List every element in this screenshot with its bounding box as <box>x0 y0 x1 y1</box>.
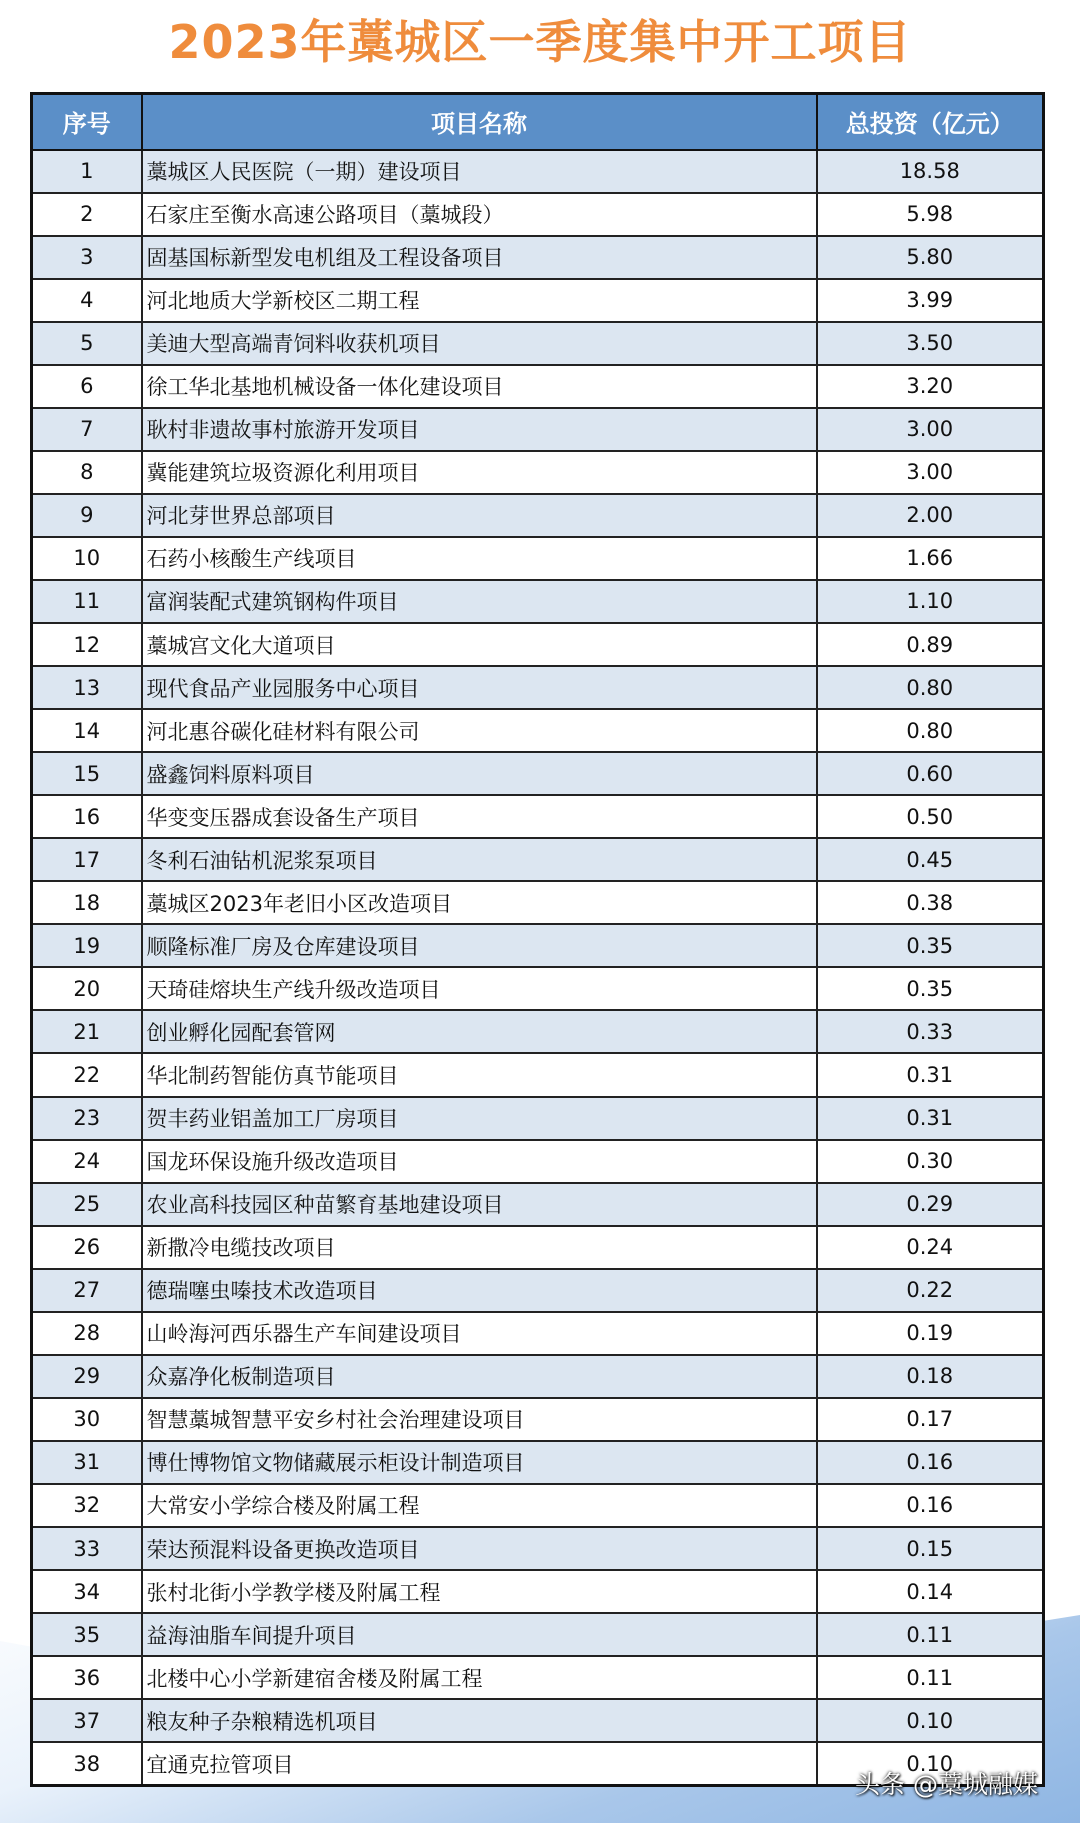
row-index: 36 <box>32 1656 142 1699</box>
project-name: 石家庄至衡水高速公路项目（藁城段） <box>142 193 817 236</box>
row-index: 4 <box>32 279 142 322</box>
investment-value: 0.60 <box>817 752 1044 795</box>
project-name: 河北地质大学新校区二期工程 <box>142 279 817 322</box>
table-row <box>32 1010 1044 1053</box>
row-index: 3 <box>32 236 142 279</box>
project-name: 徐工华北基地机械设备一体化建设项目 <box>142 365 817 408</box>
row-index: 2 <box>32 193 142 236</box>
project-name: 益海油脂车间提升项目 <box>142 1613 817 1656</box>
investment-value: 0.18 <box>817 1355 1044 1398</box>
investment-value: 0.11 <box>817 1613 1044 1656</box>
header-investment: 总投资（亿元） <box>817 94 1044 150</box>
table-row <box>32 881 1044 924</box>
project-name: 固基国标新型发电机组及工程设备项目 <box>142 236 817 279</box>
table-row <box>32 1269 1044 1312</box>
project-name: 贺丰药业铝盖加工厂房项目 <box>142 1097 817 1140</box>
project-name: 宜通克拉管项目 <box>142 1742 817 1785</box>
investment-value: 3.00 <box>817 408 1044 451</box>
project-name: 冀能建筑垃圾资源化利用项目 <box>142 451 817 494</box>
investment-value: 3.50 <box>817 322 1044 365</box>
row-index: 9 <box>32 494 142 537</box>
row-index: 14 <box>32 709 142 752</box>
row-index: 33 <box>32 1527 142 1570</box>
table-row <box>32 1140 1044 1183</box>
investment-value: 0.35 <box>817 924 1044 967</box>
row-index: 7 <box>32 408 142 451</box>
investment-value: 0.89 <box>817 623 1044 666</box>
project-name: 智慧藁城智慧平安乡村社会治理建设项目 <box>142 1398 817 1441</box>
table-row <box>32 623 1044 666</box>
row-index: 30 <box>32 1398 142 1441</box>
project-name: 北楼中心小学新建宿舍楼及附属工程 <box>142 1656 817 1699</box>
table-row <box>32 1613 1044 1656</box>
investment-value: 0.29 <box>817 1183 1044 1226</box>
investment-value: 2.00 <box>817 494 1044 537</box>
investment-value: 0.16 <box>817 1441 1044 1484</box>
table-row <box>32 1226 1044 1269</box>
investment-value: 0.45 <box>817 838 1044 881</box>
project-name: 现代食品产业园服务中心项目 <box>142 666 817 709</box>
row-index: 5 <box>32 322 142 365</box>
project-name: 华北制药智能仿真节能项目 <box>142 1053 817 1096</box>
investment-value: 0.11 <box>817 1656 1044 1699</box>
table-row <box>32 365 1044 408</box>
table-row <box>32 924 1044 967</box>
table-row <box>32 537 1044 580</box>
row-index: 11 <box>32 580 142 623</box>
investment-value: 0.10 <box>817 1742 1044 1785</box>
investment-value: 0.33 <box>817 1010 1044 1053</box>
investment-value: 0.16 <box>817 1484 1044 1527</box>
table-row <box>32 1699 1044 1742</box>
table-row <box>32 322 1044 365</box>
project-name: 国龙环保设施升级改造项目 <box>142 1140 817 1183</box>
row-index: 27 <box>32 1269 142 1312</box>
table-row <box>32 1570 1044 1613</box>
header-index: 序号 <box>32 94 142 150</box>
project-name: 美迪大型高端青饲料收获机项目 <box>142 322 817 365</box>
project-name: 荣达预混料设备更换改造项目 <box>142 1527 817 1570</box>
investment-value: 0.31 <box>817 1097 1044 1140</box>
project-name: 石药小核酸生产线项目 <box>142 537 817 580</box>
investment-value: 5.98 <box>817 193 1044 236</box>
watermark: 头条 @藁城融媒 <box>855 1770 1038 1799</box>
row-index: 35 <box>32 1613 142 1656</box>
project-name: 粮友种子杂粮精选机项目 <box>142 1699 817 1742</box>
table-row <box>32 666 1044 709</box>
project-name: 藁城区2023年老旧小区改造项目 <box>142 881 817 924</box>
projects-table <box>30 92 1045 1787</box>
row-index: 18 <box>32 881 142 924</box>
investment-value: 3.99 <box>817 279 1044 322</box>
investment-value: 0.30 <box>817 1140 1044 1183</box>
row-index: 23 <box>32 1097 142 1140</box>
row-index: 12 <box>32 623 142 666</box>
row-index: 13 <box>32 666 142 709</box>
investment-value: 18.58 <box>817 150 1044 193</box>
table-row <box>32 1484 1044 1527</box>
investment-value: 0.17 <box>817 1398 1044 1441</box>
row-index: 26 <box>32 1226 142 1269</box>
row-index: 22 <box>32 1053 142 1096</box>
row-index: 10 <box>32 537 142 580</box>
table-row <box>32 193 1044 236</box>
row-index: 31 <box>32 1441 142 1484</box>
row-index: 16 <box>32 795 142 838</box>
table-row <box>32 1312 1044 1355</box>
project-name: 藁城区人民医院（一期）建设项目 <box>142 150 817 193</box>
project-name: 张村北街小学教学楼及附属工程 <box>142 1570 817 1613</box>
table-row <box>32 1656 1044 1699</box>
row-index: 25 <box>32 1183 142 1226</box>
project-name: 藁城宫文化大道项目 <box>142 623 817 666</box>
project-name: 耿村非遗故事村旅游开发项目 <box>142 408 817 451</box>
investment-value: 0.24 <box>817 1226 1044 1269</box>
row-index: 32 <box>32 1484 142 1527</box>
row-index: 37 <box>32 1699 142 1742</box>
table-row <box>32 150 1044 193</box>
row-index: 15 <box>32 752 142 795</box>
project-name: 众嘉净化板制造项目 <box>142 1355 817 1398</box>
row-index: 8 <box>32 451 142 494</box>
header-name: 项目名称 <box>142 94 817 150</box>
row-index: 21 <box>32 1010 142 1053</box>
investment-value: 0.15 <box>817 1527 1044 1570</box>
project-name: 河北惠谷碳化硅材料有限公司 <box>142 709 817 752</box>
table-row <box>32 580 1044 623</box>
table-row <box>32 1097 1044 1140</box>
table-row <box>32 1527 1044 1570</box>
project-name: 山岭海河西乐器生产车间建设项目 <box>142 1312 817 1355</box>
investment-value: 0.50 <box>817 795 1044 838</box>
row-index: 17 <box>32 838 142 881</box>
row-index: 19 <box>32 924 142 967</box>
project-name: 创业孵化园配套管网 <box>142 1010 817 1053</box>
table-row <box>32 967 1044 1010</box>
table-row <box>32 451 1044 494</box>
table-row <box>32 1398 1044 1441</box>
project-name: 华变变压器成套设备生产项目 <box>142 795 817 838</box>
table-row <box>32 838 1044 881</box>
investment-value: 0.31 <box>817 1053 1044 1096</box>
table-row <box>32 752 1044 795</box>
row-index: 34 <box>32 1570 142 1613</box>
project-name: 博仕博物馆文物储藏展示柜设计制造项目 <box>142 1441 817 1484</box>
investment-value: 1.66 <box>817 537 1044 580</box>
table-header <box>32 94 1044 150</box>
investment-value: 0.14 <box>817 1570 1044 1613</box>
project-name: 德瑞噻虫嗪技术改造项目 <box>142 1269 817 1312</box>
investment-value: 0.80 <box>817 666 1044 709</box>
row-index: 1 <box>32 150 142 193</box>
investment-value: 1.10 <box>817 580 1044 623</box>
investment-value: 0.22 <box>817 1269 1044 1312</box>
investment-value: 0.35 <box>817 967 1044 1010</box>
table-row <box>32 494 1044 537</box>
project-name: 天琦硅熔块生产线升级改造项目 <box>142 967 817 1010</box>
project-name: 顺隆标准厂房及仓库建设项目 <box>142 924 817 967</box>
row-index: 20 <box>32 967 142 1010</box>
project-name: 农业高科技园区种苗繁育基地建设项目 <box>142 1183 817 1226</box>
table-row <box>32 709 1044 752</box>
row-index: 6 <box>32 365 142 408</box>
table-row <box>32 1441 1044 1484</box>
investment-value: 5.80 <box>817 236 1044 279</box>
project-name: 盛鑫饲料原料项目 <box>142 752 817 795</box>
table-row <box>32 279 1044 322</box>
table-row <box>32 1183 1044 1226</box>
project-name: 大常安小学综合楼及附属工程 <box>142 1484 817 1527</box>
row-index: 38 <box>32 1742 142 1785</box>
investment-value: 3.20 <box>817 365 1044 408</box>
row-index: 28 <box>32 1312 142 1355</box>
project-name: 冬利石油钻机泥浆泵项目 <box>142 838 817 881</box>
investment-value: 3.00 <box>817 451 1044 494</box>
investment-value: 0.19 <box>817 1312 1044 1355</box>
table-row <box>32 1053 1044 1096</box>
investment-value: 0.80 <box>817 709 1044 752</box>
investment-value: 0.38 <box>817 881 1044 924</box>
table-row <box>32 408 1044 451</box>
project-name: 富润装配式建筑钢构件项目 <box>142 580 817 623</box>
row-index: 29 <box>32 1355 142 1398</box>
project-name: 河北芽世界总部项目 <box>142 494 817 537</box>
page-title: 2023年藁城区一季度集中开工项目 <box>168 15 912 69</box>
table-row <box>32 236 1044 279</box>
table-row <box>32 1355 1044 1398</box>
investment-value: 0.10 <box>817 1699 1044 1742</box>
row-index: 24 <box>32 1140 142 1183</box>
table-row <box>32 795 1044 838</box>
project-name: 新撒冷电缆技改项目 <box>142 1226 817 1269</box>
